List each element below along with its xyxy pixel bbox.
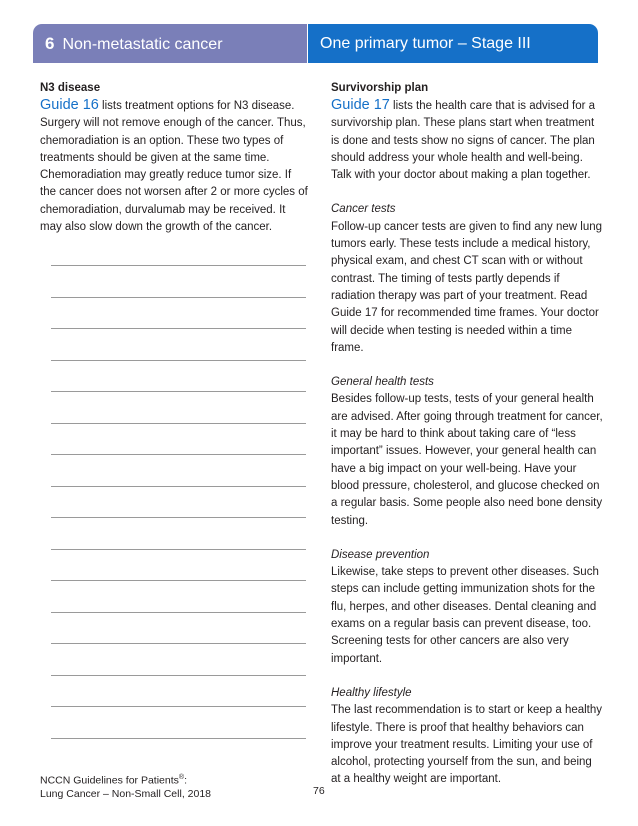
- left-column: [40, 80, 308, 236]
- guide-16-link[interactable]: Guide 16: [40, 97, 99, 113]
- note-line: [51, 454, 306, 455]
- note-line: [51, 391, 306, 392]
- survivorship-heading: Survivorship plan: [331, 82, 429, 94]
- survivorship-paragraph: [331, 97, 603, 184]
- general-health-body: Besides follow-up tests, tests of your general health are advised. After going through treatment for cancer, it may be hard to think about taking care of “less important” issues. However, your general health can have a big impact on your well-being. Have your blood pressure, cholesterol, and glucose checked on a regular basis. Some people also need bone density testing.: [331, 393, 603, 527]
- note-line: [51, 517, 306, 518]
- note-line: [51, 297, 306, 298]
- note-line: [51, 643, 306, 644]
- cancer-tests-section: [331, 201, 603, 357]
- survivorship-body: lists the health care that is advised for a survivorship plan. These plans start when treatment is done and tests show no signs of cancer. The plan should address your whole health and well-being. Talk with your doctor about making a plan together.: [331, 100, 596, 182]
- n3-disease-body: lists treatment options for N3 disease. Surgery will not remove enough of the cancer. Thus, chemoradiation is an option. These two types of treatments should be given at the same time. Chemoradiation may greatly reduce tumor size. If the cancer does not worsen after 2 or more cycles of chemoradiation, durvalumab may be received. It may also slow down the growth of the cancer.: [40, 100, 308, 234]
- general-health-heading: General health tests: [331, 376, 434, 389]
- footer-publication: NCCN Guidelines for Patients: [40, 774, 179, 787]
- disease-prevention-section: [331, 547, 603, 668]
- note-line: [51, 675, 306, 676]
- note-line: [51, 328, 306, 329]
- note-line: [51, 612, 306, 613]
- footer-line-2: Lung Cancer – Non-Small Cell, 2018: [40, 788, 212, 800]
- chapter-number: 6: [45, 34, 55, 53]
- chapter-title: Non-metastatic cancer: [62, 36, 223, 53]
- guide-17-link[interactable]: Guide 17: [331, 97, 390, 113]
- healthy-lifestyle-heading: Healthy lifestyle: [331, 686, 412, 699]
- section-title: One primary tumor – Stage III: [320, 35, 531, 52]
- right-column: [331, 80, 603, 806]
- n3-disease-paragraph: [40, 97, 308, 236]
- note-line: [51, 265, 306, 266]
- survivorship-section: [331, 80, 603, 184]
- note-line: [51, 549, 306, 550]
- chapter-band: [33, 24, 307, 63]
- cancer-tests-heading: Cancer tests: [331, 203, 396, 216]
- cancer-tests-body: Follow-up cancer tests are given to find any new lung tumors early. These tests include a medical history, physical exam, and chest CT scan with or without contrast. The timing of tests partly depends if radiation therapy was part of your treatment. Read Guide 17 for recommended time frames. Your doctor will decide when testing is needed within a time frame.: [331, 220, 603, 354]
- page-header: [33, 24, 598, 63]
- page-footer: [40, 771, 211, 802]
- healthy-lifestyle-body: The last recommendation is to start or keep a healthy lifestyle. There is proof that healthy behaviors can improve your treatment results. Limiting your use of alcohol, protecting yourself from the sun, and being at a healthy weight are important.: [331, 704, 603, 786]
- n3-disease-heading: N3 disease: [40, 82, 101, 94]
- disease-prevention-body: Likewise, take steps to prevent other diseases. Such steps can include getting immunization shots for the flu, herpes, and other diseases. Dental cleaning and exams on a regular basis can prevent disease, too. Screening tests for other cancers are also very important.: [331, 566, 599, 665]
- note-line: [51, 360, 306, 361]
- page-number: 76: [313, 785, 325, 797]
- note-line: [51, 423, 306, 424]
- note-line: [51, 706, 306, 707]
- footer-line-1: [40, 771, 211, 788]
- note-line: [51, 738, 306, 739]
- registered-mark: ®: [178, 774, 185, 781]
- note-line: [51, 486, 306, 487]
- section-band: [308, 24, 598, 63]
- general-health-section: [331, 374, 603, 530]
- healthy-lifestyle-section: [331, 685, 603, 789]
- footer-colon: :: [184, 774, 187, 787]
- notes-area: [51, 265, 306, 769]
- note-line: [51, 580, 306, 581]
- disease-prevention-heading: Disease prevention: [331, 548, 430, 561]
